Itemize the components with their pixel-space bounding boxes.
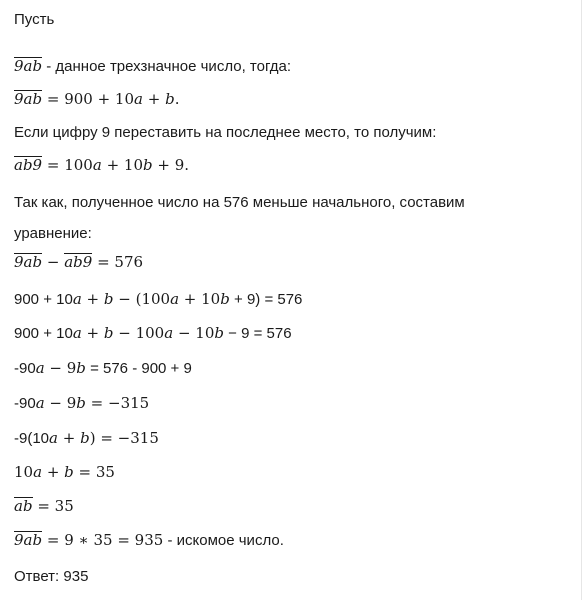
text-segment: -90 bbox=[14, 395, 36, 412]
math-segment: − 10 bbox=[173, 324, 215, 342]
math-segment: = 9 ∗ 35 = 935 bbox=[42, 531, 164, 549]
equation-line-step-1 bbox=[14, 290, 302, 309]
math-variable: b bbox=[64, 463, 74, 481]
equation-line-result bbox=[14, 531, 284, 550]
math-variable: b bbox=[80, 429, 90, 447]
text-line-answer bbox=[14, 568, 88, 586]
math-variable: a bbox=[170, 290, 180, 308]
text-segment: = 576 - 900 + 9 bbox=[85, 360, 192, 377]
math-segment: + 10 bbox=[101, 156, 143, 174]
text-line-definition bbox=[14, 57, 291, 76]
math-segment: = 35 bbox=[32, 497, 74, 515]
overline-number: ab9 bbox=[14, 156, 43, 174]
math-segment: + bbox=[81, 290, 104, 308]
text-segment: - данное трехзначное число, тогда: bbox=[42, 58, 292, 75]
text-segment: -90 bbox=[14, 360, 36, 377]
overline-number: 9ab bbox=[14, 253, 43, 271]
overline-number: 9ab bbox=[14, 90, 43, 108]
text-segment: -9(10 bbox=[14, 430, 50, 447]
equation-line-step-7 bbox=[14, 497, 74, 516]
math-segment: + bbox=[142, 90, 166, 108]
math-segment: = 35 bbox=[73, 463, 115, 481]
equation-line-expand bbox=[14, 90, 179, 109]
math-variable: a bbox=[35, 394, 45, 412]
equation-line-step-6 bbox=[14, 463, 115, 482]
text-segment: Если цифру 9 переставить на последнее место, то получим: bbox=[14, 124, 437, 141]
overline-number: 9ab bbox=[14, 57, 43, 75]
math-variable: b bbox=[103, 324, 114, 342]
math-segment: − 100 bbox=[113, 324, 165, 342]
math-segment: . bbox=[174, 90, 180, 108]
overline-number: ab bbox=[14, 497, 33, 515]
math-segment: + bbox=[81, 324, 104, 342]
math-variable: b bbox=[76, 394, 86, 412]
equation-line-step-2 bbox=[14, 324, 292, 343]
math-variable: a bbox=[72, 290, 82, 308]
math-variable: a bbox=[92, 156, 102, 174]
math-segment: − 9 bbox=[44, 394, 77, 412]
math-segment: ) = −315 bbox=[89, 429, 159, 447]
text-segment: + 9) = 576 bbox=[229, 291, 303, 308]
text-segment: уравнение: bbox=[14, 225, 92, 242]
text-line-equation-label bbox=[14, 225, 92, 243]
math-variable: b bbox=[214, 324, 224, 342]
text-segment: Пусть bbox=[14, 11, 55, 28]
math-segment: − (100 bbox=[113, 290, 171, 308]
math-segment: = −315 bbox=[85, 394, 150, 412]
text-line-intro bbox=[14, 11, 54, 29]
math-segment: = 900 + 10 bbox=[42, 90, 135, 108]
math-segment: + 9. bbox=[152, 156, 190, 174]
equation-line-new-number bbox=[14, 156, 189, 175]
math-segment: − bbox=[42, 253, 65, 271]
text-segment: Так как, полученное число на 576 меньше начального, составим bbox=[14, 194, 465, 211]
math-variable: a bbox=[164, 324, 174, 342]
math-segment: = 576 bbox=[92, 253, 144, 271]
math-variable: a bbox=[33, 463, 43, 481]
equation-line-step-5 bbox=[14, 429, 159, 448]
overline-number: ab9 bbox=[64, 253, 93, 271]
text-segment: Ответ: 935 bbox=[14, 568, 89, 585]
math-variable: b bbox=[103, 290, 114, 308]
math-variable: a bbox=[49, 429, 58, 447]
text-segment: 900 + 10 bbox=[14, 291, 73, 308]
text-line-move-digit bbox=[14, 124, 436, 142]
equation-line-step-4 bbox=[14, 394, 149, 413]
text-segment: − 9 = 576 bbox=[224, 325, 292, 342]
math-segment: 10 bbox=[14, 463, 34, 481]
math-variable: b bbox=[165, 90, 175, 108]
equation-line-difference bbox=[14, 253, 143, 272]
text-segment: 900 + 10 bbox=[14, 325, 73, 342]
math-segment: = 100 bbox=[42, 156, 93, 174]
math-variable: b bbox=[220, 290, 230, 308]
math-variable: b bbox=[143, 156, 153, 174]
math-variable: a bbox=[134, 90, 143, 108]
math-segment: + bbox=[42, 463, 65, 481]
text-segment: - искомое число. bbox=[163, 532, 284, 549]
overline-number: 9ab bbox=[14, 531, 43, 549]
math-segment: + bbox=[57, 429, 81, 447]
math-variable: a bbox=[72, 324, 82, 342]
equation-line-step-3 bbox=[14, 359, 192, 378]
text-line-condition bbox=[14, 194, 465, 212]
math-variable: a bbox=[35, 359, 45, 377]
math-segment: + 10 bbox=[179, 290, 221, 308]
math-segment: − 9 bbox=[44, 359, 77, 377]
math-variable: b bbox=[76, 359, 86, 377]
